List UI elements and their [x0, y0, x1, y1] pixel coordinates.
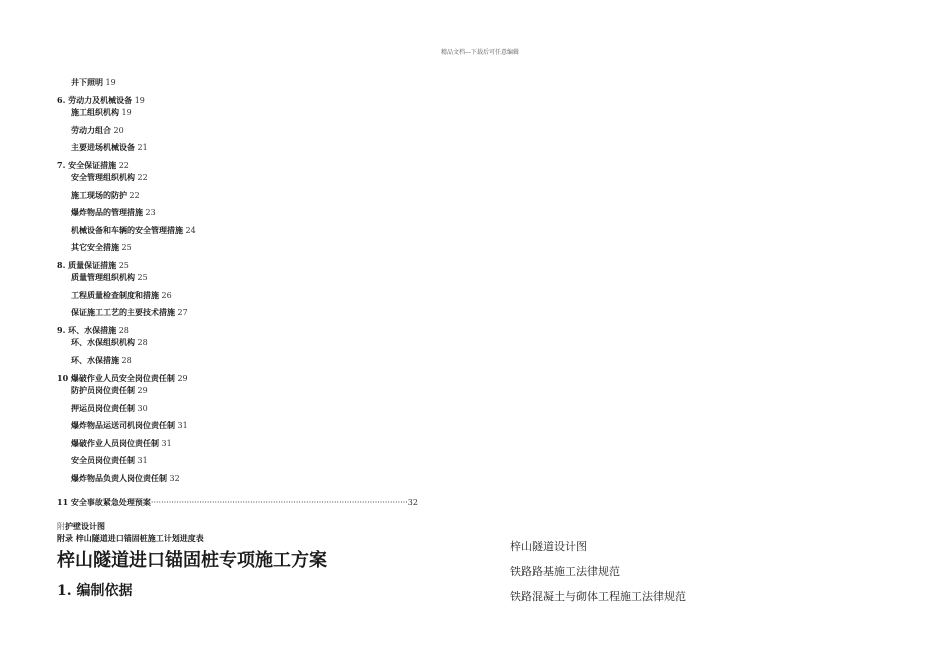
toc-chapter-entry[interactable]	[57, 373, 188, 384]
reference-item: 铁路混凝土与砌体工程施工法律规范	[510, 590, 686, 603]
toc-section-entry[interactable]	[71, 77, 116, 88]
page-header: 精品文档---下载后可任意编辑	[440, 49, 520, 56]
toc-entry-page: 25	[137, 273, 148, 282]
toc-entry-title: 工程质量检查制度和措施	[71, 290, 159, 300]
toc-entry-page: 26	[161, 291, 172, 300]
toc-entry-title: 爆炸物品负责人岗位责任制	[71, 473, 167, 483]
reference-item: 铁路路基施工法律规范	[510, 565, 620, 578]
toc-entry-title: 押运员岗位责任制	[71, 403, 135, 413]
toc-entry-page: 31	[137, 456, 148, 465]
toc-entry-page: 21	[137, 143, 148, 152]
toc-entry-page: 19	[105, 78, 116, 87]
toc-section-entry[interactable]	[71, 355, 132, 366]
toc-entry-title: 质量管理组织机构	[71, 272, 135, 282]
toc-entry-page: 28	[118, 326, 129, 335]
toc-entry-page: 31	[161, 439, 172, 448]
toc-entry-title: 安全管理组织机构	[71, 172, 135, 182]
toc-entry-page: 23	[145, 208, 156, 217]
toc-section-entry[interactable]	[71, 473, 180, 484]
toc-entry-title: 6. 劳动力及机械设备	[57, 95, 133, 105]
toc-entry-title: 环、水保组织机构	[71, 337, 135, 347]
toc-entry-page: 29	[177, 374, 188, 383]
toc-entry-page: 22	[137, 173, 148, 182]
toc-section-entry[interactable]	[71, 225, 196, 236]
reference-item: 梓山隧道设计图	[510, 540, 587, 553]
toc-entry-page: 28	[121, 356, 132, 365]
toc-entry-title: 劳动力组合	[71, 125, 111, 135]
toc-section-entry[interactable]	[71, 242, 132, 253]
toc-entry-title: 安全员岗位责任制	[71, 455, 135, 465]
document-title: 梓山隧道进口锚固桩专项施工方案	[57, 550, 327, 571]
toc-section-entry[interactable]	[71, 207, 156, 218]
toc-chapter-entry[interactable]	[57, 160, 129, 171]
toc-entry-title: 施工组织机构	[71, 107, 119, 117]
toc-entry-page: 24	[185, 226, 196, 235]
toc-section-entry[interactable]	[71, 455, 148, 466]
toc-entry-page: 25	[121, 243, 132, 252]
toc-entry-page: 22	[118, 161, 129, 170]
toc-chapter-entry[interactable]	[57, 325, 129, 336]
toc-entry-emergency-plan[interactable]	[57, 497, 418, 508]
toc-entry-page: 28	[137, 338, 148, 347]
toc-entry-page: 32	[407, 498, 418, 507]
toc-section-entry[interactable]	[71, 438, 172, 449]
section-heading-basis: 1. 编制依据	[57, 583, 133, 599]
toc-section-entry[interactable]	[71, 385, 148, 396]
toc-entry-page: 30	[137, 404, 148, 413]
toc-section-entry[interactable]	[71, 190, 140, 201]
toc-entry-page: 29	[137, 386, 148, 395]
toc-entry-title: 11 安全事故紧急处理预案	[57, 497, 151, 507]
toc-section-entry[interactable]	[71, 172, 148, 183]
toc-section-entry[interactable]	[71, 142, 148, 153]
toc-section-entry[interactable]	[71, 107, 132, 118]
appendix-line-1	[57, 521, 105, 532]
toc-section-entry[interactable]	[71, 403, 148, 414]
toc-entry-page: 19	[121, 108, 132, 117]
appendix-prefix: 附	[57, 522, 65, 531]
toc-entry-page: 32	[169, 474, 180, 483]
toc-chapter-entry[interactable]	[57, 260, 129, 271]
toc-entry-title: 保证施工工艺的主要技术措施	[71, 307, 175, 317]
toc-entry-title: 8. 质量保证措施	[57, 260, 117, 270]
toc-entry-title: 7. 安全保证措施	[57, 160, 117, 170]
toc-entry-page: 20	[113, 126, 124, 135]
toc-entry-title: 防护员岗位责任制	[71, 385, 135, 395]
toc-section-entry[interactable]	[71, 290, 172, 301]
appendix-text: 护壁设计图	[65, 521, 105, 531]
toc-entry-title: 井下照明	[71, 77, 103, 87]
toc-entry-title: 机械设备和车辆的安全管理措施	[71, 225, 183, 235]
toc-leader-dots: ·····································································································	[150, 498, 408, 507]
toc-entry-title: 爆炸物品运送司机岗位责任制	[71, 420, 175, 430]
toc-section-entry[interactable]	[71, 272, 148, 283]
toc-entry-page: 22	[129, 191, 140, 200]
toc-entry-title: 环、水保措施	[71, 355, 119, 365]
toc-entry-title: 施工现场的防护	[71, 190, 127, 200]
toc-section-entry[interactable]	[71, 307, 188, 318]
toc-section-entry[interactable]	[71, 337, 148, 348]
appendix-line-2: 附录 梓山隧道进口锚固桩施工计划进度表	[57, 533, 204, 543]
toc-entry-title: 其它安全措施	[71, 242, 119, 252]
toc-entry-title: 爆炸物品的管理措施	[71, 207, 143, 217]
toc-entry-page: 25	[118, 261, 129, 270]
toc-entry-page: 19	[134, 96, 145, 105]
toc-section-entry[interactable]	[71, 420, 188, 431]
toc-entry-page: 27	[177, 308, 188, 317]
toc-entry-page: 31	[177, 421, 188, 430]
toc-chapter-entry[interactable]	[57, 95, 145, 106]
toc-section-entry[interactable]	[71, 125, 124, 136]
toc-entry-title: 9. 环、水保措施	[57, 325, 117, 335]
toc-entry-title: 主要进场机械设备	[71, 142, 135, 152]
toc-entry-title: 10 爆破作业人员安全岗位责任制	[57, 373, 175, 383]
toc-entry-title: 爆破作业人员岗位责任制	[71, 438, 159, 448]
